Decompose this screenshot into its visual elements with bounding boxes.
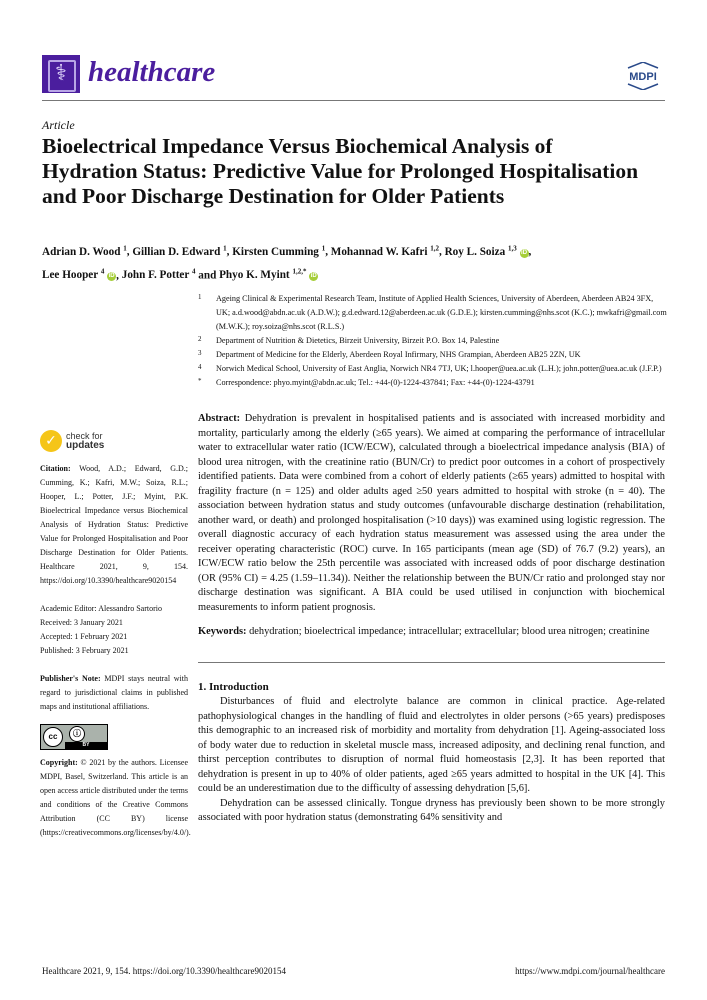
citation-label: Citation: [40,464,71,473]
check-updates-line1: check for [66,431,103,441]
author-list: Adrian D. Wood $^1$, Gillian D. Edward $^1$, Kirsten Cumming $^1$, Mohannad W. Kafri $^{1,2}$, Roy L. Soiza $^{1,3}$ iD , Lee Hooper $^4$ iD , John F. Potter $^4$ and Phyo K. Myint $^{1,2,*}$ iD [42,244,532,282]
keywords-label: Keywords: [198,626,247,637]
author-name: John F. Potter $^4$ [121,267,196,282]
copyright [40,756,191,840]
affiliation-item [198,376,668,390]
affiliation-marker: 1,2 [430,244,439,252]
check-updates-line2: updates [66,440,105,451]
check-for-updates-button[interactable] [40,430,188,452]
by-label: BY [65,742,107,749]
publishers-note [40,672,188,714]
keywords-text: dehydration; bioelectrical impedance; intracellular; extracellular; blood urea nitrogen; creatinine [249,626,650,637]
section-divider [198,662,665,663]
affiliation-text: Norwich Medical School, University of East Anglia, Norwich NR4 7TJ, UK; l.hooper@uea.ac.uk (L.H.); john.potter@uea.ac.uk (J.F.P.) [216,364,662,373]
affiliation-marker: 1 [123,244,127,252]
note-text: MDPI stays neutral with regard to jurisdictional claims in published maps and institutional affiliations. [40,674,188,711]
header-divider [42,100,665,101]
mdpi-logo-icon[interactable] [622,62,664,90]
sidebar [40,430,191,840]
accepted-date: Accepted: 1 February 2021 [40,632,128,641]
affiliation-marker: 4 [100,267,105,276]
affiliation-text: Correspondence: phyo.myint@abdn.ac.uk; Tel.: +44-(0)-1224-437841; Fax: +44-(0)-1224-43791 [216,378,535,387]
note-label: Publisher's Note: [40,674,101,683]
page-footer [42,966,665,976]
orcid-icon[interactable]: iD [521,249,528,256]
footer-journal-url[interactable]: https://www.mdpi.com/journal/healthcare [515,966,665,976]
affiliation-number: * [198,377,202,385]
affiliation-item [198,362,668,376]
main-column [198,412,665,826]
affiliation-number: 1 [198,293,202,301]
author-name: Mohannad W. Kafri $^{1,2}$ [330,244,439,258]
paragraph: Dehydration can be assessed clinically. Tongue dryness has previously been shown to be more strongly associated with poor hydration status (demonstrating 64% sensitivity and [198,797,665,823]
copyright-text: © 2021 by the authors. Licensee MDPI, Basel, Switzerland. This article is an open access article distributed under the terms and conditions of the Creative Commons Attribution (CC BY) license (https://creativecommons.org/licenses/by/4.0/). [40,758,191,837]
citation [40,462,188,588]
cc-by-license-icon[interactable] [40,724,108,750]
affiliation-text: Ageing Clinical & Experimental Research Team, Institute of Applied Health Sciences, University of Aberdeen, Aberdeen AB24 3FX, UK; a.d.wood@abdn.ac.uk (A.D.W.); g.d.edward.12@aberdeen.ac.uk (G.D.E.); kirsten.cumming@nhs.scot (K.C.); mwkafri@gmail.com (M.W.K.); roy.soiza@nhs.scot (R.L.S.) [216,294,667,331]
author-name: Roy L. Soiza $^{1,3}$ iD [444,244,528,258]
affiliation-item [198,348,668,362]
copyright-label: Copyright: [40,758,78,767]
affiliation-number: 3 [198,349,202,357]
affiliation-number: 4 [198,363,202,371]
affiliation-text: Department of Medicine for the Elderly, Aberdeen Royal Infirmary, NHS Grampian, Aberdeen AB25 2ZN, UK [216,350,581,359]
abstract-text: Dehydration is prevalent in hospitalised patients and is associated with increased morbidity and mortality, particularly among the elderly (≥65 years). We aimed at comparing the performance of intracellular water to extracellular water ratio (ICW/ECW), calculated through a bioelectrical impedance analysis (BIA) of blood urea nitrogen, with the creatinine ratio (BUN/Cr) to predict poor outcomes in a cohort of prospectively identified patients. Data were combined from a cohort of elderly patients (≥65 years) admitted to hospital with fragility fracture (n = 125) and older adults aged ≥50 years admitted to hospital with stroke (n = 40). The association between hydration status and study outcomes (unfavourable discharge destination (rehabilitation, another ward, or death) and prolonged hospitalisation (>10 days)) was examined using logistic regression. The overall diagnostic accuracy of each hydration status measurement was assessed using the area under the receiver operating characteristic (ROC) curve. In 165 participants (mean age (SD) of 76.7 (9.2) years), an ICW/ECW ratio below the 25th percentile was associated with increased odds of poor discharge destination (OR (95% CI) = 4.25 (1.59–11.34)). Neither the relationship between the BUN/Cr ratio and prolonged stay nor discharge destination was significant. A BIA could be used utilised in conjunction with biochemical measurements to inform patient prognosis. [198,413,665,613]
affiliation-number: 2 [198,335,202,343]
author-name: Gillian D. Edward $^1$ [132,244,227,258]
orcid-icon[interactable]: iD [310,273,317,280]
affiliation-marker: 1 [223,244,227,252]
person-icon: ⓘ [69,726,85,742]
published-date: Published: 3 February 2021 [40,646,129,655]
affiliations [198,292,668,390]
affiliation-marker: 1 [321,244,326,252]
check-icon: ✓ [40,430,62,452]
paragraph: Disturbances of fluid and electrolyte balance are common in clinical practice. Age-related pathophysiological changes in the handling of fluid and electrolytes in older persons (>65 years) predisposes this demographic to an increased risk of morbidity and mortality from dehydration [1]. Ageing-associated loss of body water due to reduction in skeletal muscle mass, increased adiposity, and declining renal function, and thirst perception contributes to disruption of normal fluid homeostasis [2,3]. It has been reported that dehydration is present in up to 40% of older patients, aged ≥65 years admitted to hospital in the UK [4]. This could be an underestimation due to the difficulty of assessing dehydration [5,6]. [198,696,665,794]
orcid-icon[interactable]: iD [108,273,115,280]
paper-title: Bioelectrical Impedance Versus Biochemical Analysis of Hydration Status: Predictive Value for Prolonged Hospitalisation and Poor Discharge Destination for Older Patients [42,134,639,208]
author-name: Lee Hooper $^4$ iD [42,267,115,282]
citation-text[interactable]: Wood, A.D.; Edward, G.D.; Cumming, K.; Kafri, M.W.; Soiza, R.L.; Hooper, L.; Potter, J.F.; Myint, P.K. Bioelectrical Impedance versus Biochemical Analysis of Hydration Status: Predictive Value for Prolonged Hospitalisation and Poor Discharge Destination for Older Patients. Healthcare 2021, 9, 154. https://doi.org/10.3390/healthcare9020154 [40,464,188,585]
author-name: Phyo K. Myint $^{1,2,*}$ iD [219,267,317,282]
section-heading: 1. Introduction [198,680,269,693]
keywords [198,625,665,640]
affiliation-item [198,292,668,334]
author-name: Kirsten Cumming $^1$ [232,244,326,258]
affiliation-marker: 1,3 [508,244,517,252]
affiliation-item [198,334,668,348]
abstract-label: Abstract: [198,413,241,424]
affiliation-text: Department of Nutrition & Dietetics, Birzeit University, Birzeit P.O. Box 14, Palestine [216,336,500,345]
academic-editor: Academic Editor: Alessandro Sartorio [40,604,162,613]
publisher-text: MDPI [629,71,657,83]
journal-name[interactable]: healthcare [88,56,216,88]
affiliation-marker: 4 [191,267,196,276]
author-name: Adrian D. Wood $^1$ [42,244,127,258]
cc-icon: cc [43,727,63,747]
footer-citation[interactable]: Healthcare 2021, 9, 154. https://doi.org/10.3390/healthcare9020154 [42,966,287,976]
article-type: Article [42,118,75,132]
abstract [198,412,665,615]
affiliation-marker: 1,2,* [292,267,307,276]
journal-logo-icon: ⚕ [42,55,80,93]
received-date: Received: 3 January 2021 [40,618,123,627]
